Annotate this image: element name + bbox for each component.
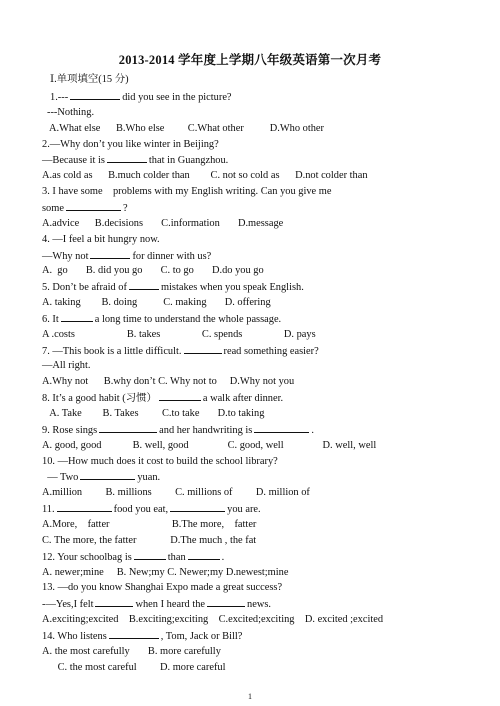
line-text: 7. —This book is a little difficult.: [42, 345, 182, 357]
line-text: news.: [247, 599, 271, 611]
question-line: [42, 470, 160, 484]
line-text: A.as cold as B.much colder than C. not so cold as D.not colder than: [42, 170, 368, 182]
question-line: [42, 185, 331, 198]
line-text: A. good, good B. well, good C. good, well D. well, well: [42, 439, 377, 451]
line-text: A .costs B. takes C. spends D. pays: [42, 328, 316, 340]
line-text: for dinner with us?: [132, 250, 212, 262]
answer-blank: [80, 470, 135, 480]
line-text: mistakes when you speak English.: [160, 282, 304, 294]
line-text: —Because it is: [42, 155, 105, 167]
line-text: 14. Who listens: [42, 630, 107, 642]
question-line: [42, 661, 226, 674]
answer-blank: [90, 249, 130, 259]
question-line: [42, 534, 256, 547]
line-text: when I heard the: [135, 599, 206, 611]
line-text: -—Yes,I felt: [42, 599, 94, 611]
line-text: a walk after dinner.: [202, 393, 284, 405]
question-line: [42, 613, 383, 626]
line-text: 9. Rose sings: [42, 424, 98, 436]
line-text: A. Take B. Takes C.to take D.to taking: [42, 408, 265, 419]
question-line: [42, 296, 271, 309]
line-text: A.million B. millions C. millions of D. million of: [42, 487, 310, 499]
line-text: 11.: [42, 504, 55, 516]
line-text: 10. —How much does it cost to build the school library?: [42, 455, 278, 467]
line-text: A.Why not B.why don’t C. Why not to D.Why not you: [42, 376, 295, 388]
line-text: A.advice B.decisions C.information D.message: [42, 217, 284, 229]
line-text: yuan.: [137, 472, 161, 484]
answer-blank: [57, 502, 112, 512]
line-text: 6. It: [42, 313, 59, 325]
line-text: you are.: [227, 504, 261, 516]
question-line: [42, 217, 283, 230]
question-line: [42, 566, 288, 579]
line-text: did you see in the picture?: [122, 92, 232, 103]
line-text: A.exciting;excited B.exciting;exciting C.excited;exciting D. excited ;excited: [42, 614, 384, 625]
question-line: [47, 106, 94, 119]
line-text: 8. It’s a good habit (习惯）: [42, 393, 157, 405]
question-line: [42, 375, 294, 388]
question-line: [42, 344, 319, 358]
line-text: 3. I have some problems with my English writing. Can you give me: [42, 186, 332, 198]
question-line: [42, 312, 281, 326]
line-text: —All right.: [42, 360, 91, 372]
question-line: [42, 233, 160, 246]
line-text: ?: [122, 202, 128, 214]
line-text: a long time to understand the whole passage.: [94, 313, 282, 325]
question-line: [42, 280, 304, 294]
question-line: [42, 328, 316, 341]
line-text: A. go B. did you go C. to go D.do you go: [42, 265, 264, 277]
answer-blank: [170, 502, 225, 512]
line-text: C. The more, the fatter D.The much , the fat: [42, 534, 257, 546]
question-line: [42, 264, 264, 277]
answer-blank: [159, 391, 201, 401]
line-text: that in Guangzhou.: [148, 155, 229, 167]
section-heading: Ⅰ.单项填空(15 分): [50, 74, 129, 85]
answer-blank: [134, 550, 166, 560]
line-text: some: [42, 202, 64, 214]
line-text: 2.—Why don’t you like winter in Beijing?: [42, 138, 219, 150]
answer-blank: [207, 597, 245, 607]
answer-blank: [66, 201, 121, 211]
line-text: 1.---: [50, 92, 69, 103]
question-line: [42, 486, 310, 499]
line-text: 12. Your schoolbag is: [42, 551, 132, 563]
question-line: [42, 407, 264, 420]
question-line: [42, 629, 242, 643]
answer-blank: [188, 550, 220, 560]
exam-title: 2013-2014 学年度上学期八年级英语第一次月考: [118, 53, 382, 67]
question-line: [42, 439, 376, 452]
answer-blank: [99, 423, 157, 433]
answer-blank: [61, 312, 93, 322]
line-text: food you eat,: [113, 504, 169, 516]
question-line: [42, 169, 368, 182]
question-line: [42, 645, 221, 658]
question-line: [42, 518, 256, 531]
line-text: C. the most careful D. more careful: [42, 661, 226, 673]
question-line: [42, 423, 314, 437]
line-text: .: [221, 551, 225, 563]
line-text: A. the most carefully B. more carefully: [42, 645, 221, 657]
line-text: 4. —I feel a bit hungry now.: [42, 233, 160, 245]
answer-blank: [70, 90, 120, 100]
answer-blank: [107, 153, 147, 163]
line-text: 5. Don’t be afraid of: [42, 282, 127, 294]
question-line: [42, 455, 278, 468]
answer-blank: [95, 597, 133, 607]
question-line: [42, 502, 261, 516]
line-text: ---Nothing.: [47, 106, 95, 118]
question-line: [42, 597, 271, 611]
question-line: [42, 359, 91, 372]
question-line: [42, 550, 224, 564]
page-number: 1: [248, 692, 252, 701]
line-text: .: [311, 424, 314, 436]
question-line: [50, 90, 232, 104]
question-line: [42, 153, 228, 167]
line-text: 13. —do you know Shanghai Expo made a great success?: [42, 582, 283, 594]
answer-blank: [109, 629, 159, 639]
line-text: A. taking B. doing C. making D. offering: [42, 297, 271, 308]
question-line: [42, 581, 282, 594]
line-text: , Tom, Jack or Bill?: [160, 630, 243, 642]
line-text: —Why not: [42, 250, 89, 262]
line-text: — Two: [42, 472, 79, 484]
answer-blank: [129, 280, 159, 290]
line-text: than: [167, 551, 186, 563]
line-text: read something easier?: [223, 345, 319, 357]
line-text: A.What else B.Who else C.What other D.Who other: [49, 122, 324, 134]
question-line: [49, 122, 324, 135]
answer-blank: [254, 423, 309, 433]
line-text: A. newer;mine B. New;my C. Newer;my D.newest;mine: [42, 566, 289, 578]
question-line: [42, 249, 211, 263]
line-text: A.More, fatter B.The more, fatter: [42, 519, 257, 530]
line-text: and her handwriting is: [159, 424, 253, 436]
question-line: [42, 201, 128, 215]
question-line: [42, 391, 283, 405]
answer-blank: [184, 344, 222, 354]
question-line: [42, 138, 219, 151]
